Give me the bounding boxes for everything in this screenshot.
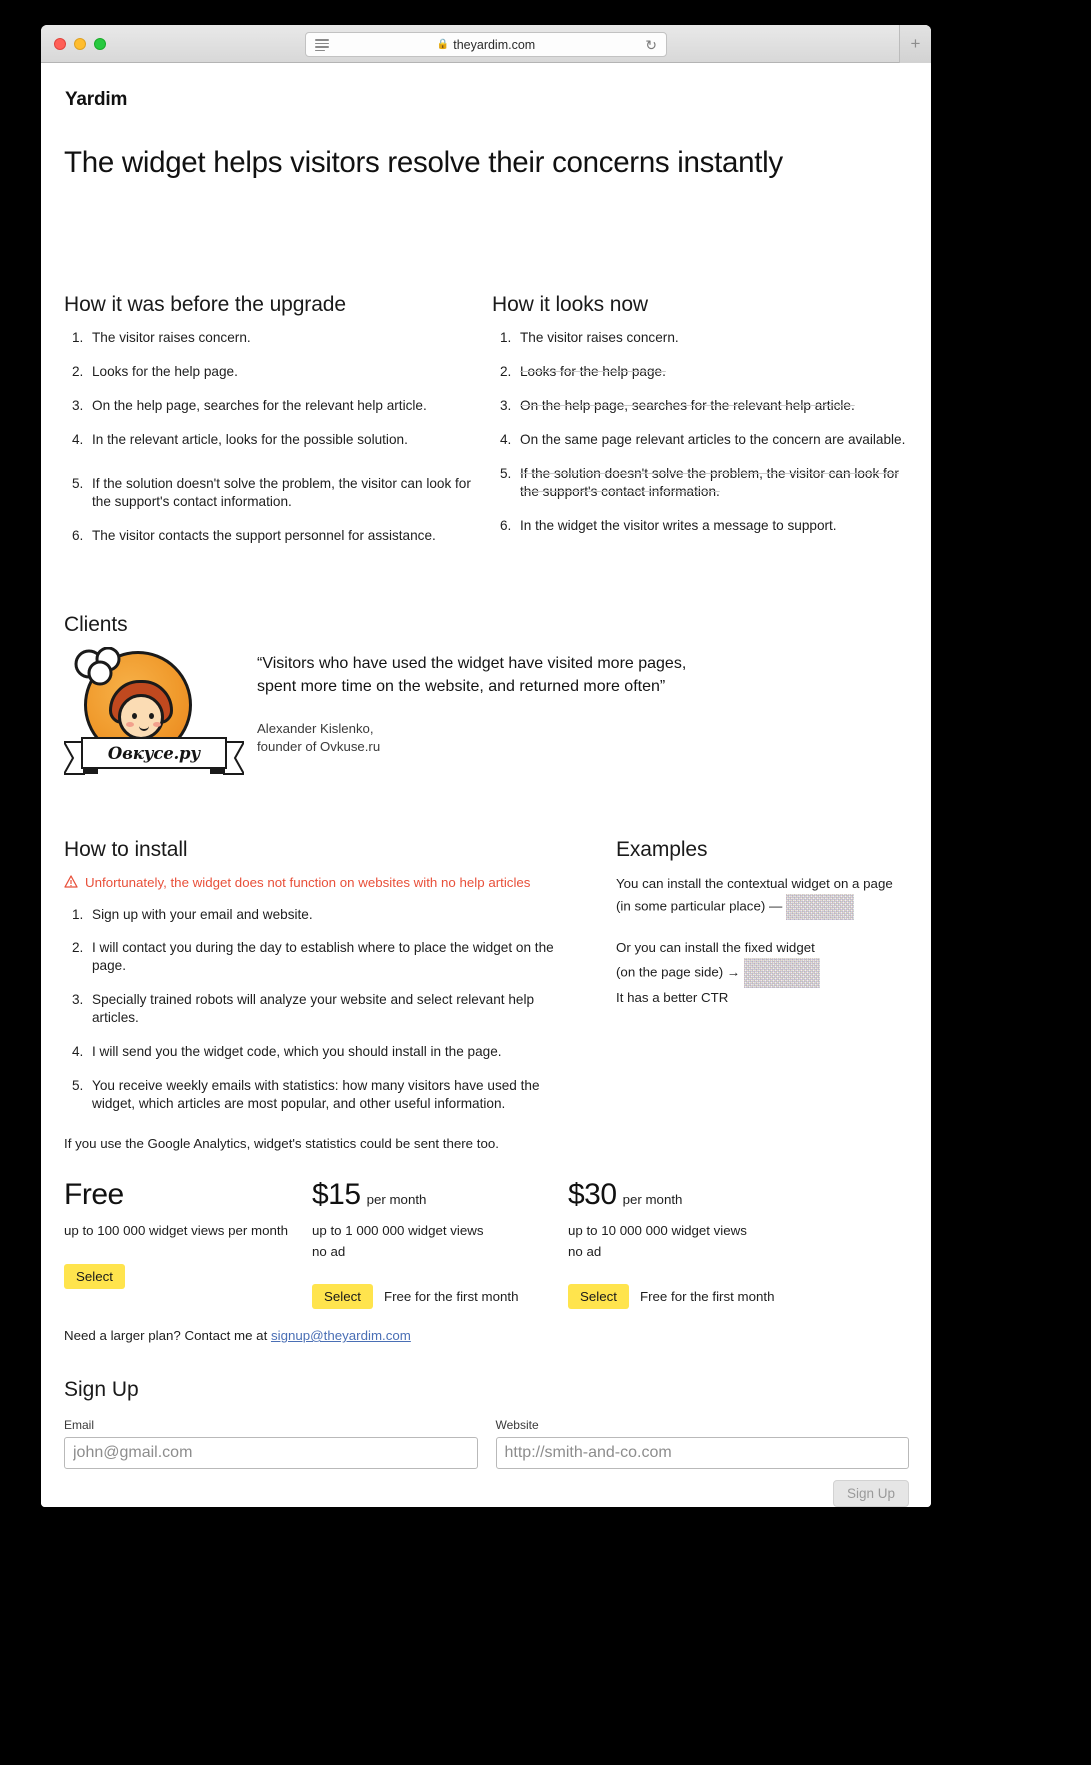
list-item-text: I will send you the widget code, which you should install in the page. [92,1044,502,1060]
examples-contextual-line2: (in some particular place) — [616,898,783,914]
testimonial-attribution [257,720,717,755]
list-item-number: 5. [72,1078,84,1094]
client-logo [64,651,257,791]
list-item-text: If the solution doesn't solve the problem, the visitor can look for the support's contact information. [92,475,471,509]
list-item-text: Looks for the help page. [520,363,666,379]
list-item-text: The visitor raises concern. [92,330,251,345]
pricing-plan-free [64,1178,312,1309]
before-column [64,293,492,561]
list-item-number: 5. [500,465,512,481]
pricing-section [64,1178,909,1309]
install-heading: How to install [64,838,188,861]
signup-submit-button[interactable]: Sign Up [833,1480,909,1507]
list-item-number: 2. [72,940,84,956]
fixed-widget-thumbnail [744,958,820,988]
website-label: Website [495,1418,539,1432]
email-input[interactable] [64,1437,478,1469]
cheek-left-shape [126,722,134,727]
reader-view-icon[interactable] [315,39,329,51]
plan-desc-line2: no ad [568,1243,602,1259]
eye-left-icon [132,713,137,719]
plan-price: $15 [312,1178,361,1211]
larger-plan-contact [64,1328,411,1343]
install-section [64,838,584,1153]
logo-ribbon-text: Овкусе.ру [107,744,201,763]
examples-item-contextual [616,874,931,920]
warning-triangle-icon [64,875,78,888]
list-item-text: On the help page, searches for the relevant help article. [92,397,427,413]
list-item-text: Sign up with your email and website. [92,906,313,922]
after-steps-list [492,329,909,535]
list-item [492,465,909,501]
attribution-name: Alexander Kislenko, [257,721,374,737]
contact-prefix-text: Need a larger plan? Contact me at [64,1328,271,1343]
signup-section [64,1378,909,1507]
list-item-number: 3. [72,992,84,1008]
list-item [64,527,492,545]
browser-titlebar [41,25,931,63]
list-item-text: Specially trained robots will analyze your website and select relevant help articles. [92,992,535,1026]
list-item-text: On the same page relevant articles to the concern are available. [520,431,906,447]
email-label: Email [64,1418,95,1432]
plan-description [64,1221,312,1242]
pricing-plan-30 [568,1178,824,1309]
chef-hat-icon [72,647,130,687]
examples-section [616,838,931,1026]
plan-desc-line1: up to 10 000 000 widget views [568,1223,747,1238]
comparison-section [64,293,909,561]
list-item-number: 4. [72,1044,84,1060]
page-title: The widget helps visitors resolve their concerns instantly [64,146,783,179]
list-item-text: I will contact you during the day to establish where to place the widget on the page. [92,940,554,974]
plan-period: per month [366,1192,427,1207]
list-item-number: 1. [72,906,84,922]
list-item [64,1077,584,1113]
after-column [492,293,909,561]
list-item-number: 4. [500,431,512,447]
client-testimonial [257,651,717,791]
window-controls[interactable] [54,38,106,50]
website-input[interactable] [496,1437,910,1469]
eye-right-icon [149,713,154,719]
plan-period: per month [622,1192,683,1207]
after-heading: How it looks now [492,293,648,316]
clients-heading: Clients [64,613,128,636]
plan-price: $30 [568,1178,617,1211]
contact-email-link[interactable]: signup@theyardim.com [270,1328,411,1343]
before-steps-list [64,329,492,545]
list-item-text: In the relevant article, looks for the possible solution. [92,431,408,447]
address-bar-text [306,38,666,52]
list-item [64,991,584,1027]
list-item-text: In the widget the visitor writes a message to support. [520,517,837,533]
list-item-text: On the help page, searches for the relevant help article. [520,397,855,413]
list-item [492,329,909,347]
list-item [64,1043,584,1061]
signup-heading: Sign Up [64,1378,139,1401]
reload-icon[interactable]: ↻ [645,37,657,53]
website-field-group [496,1418,910,1469]
clients-section [64,613,909,791]
select-plan-free-button[interactable]: Select [64,1264,125,1289]
list-item-text: The visitor raises concern. [520,330,679,345]
select-plan-15-button[interactable]: Select [312,1284,373,1309]
examples-fixed-line3: It has a better CTR [616,989,729,1005]
lock-icon: 🔒 [436,39,450,50]
plan-desc-line1: up to 1 000 000 widget views [312,1223,484,1238]
page-content [41,63,931,1507]
plan-price: Free [64,1178,124,1211]
plan-note: Free for the first month [639,1289,775,1305]
list-item-number: 4. [72,431,84,447]
list-item [64,431,492,449]
plan-desc-line1: up to 100 000 widget views per month [64,1223,288,1238]
list-item-number: 1. [500,330,512,345]
list-item [64,939,584,975]
email-field-group [64,1418,478,1469]
list-item-number: 3. [72,397,84,413]
attribution-role: founder of Ovkuse.ru [257,738,381,754]
list-item [492,363,909,381]
select-plan-30-button[interactable]: Select [568,1284,629,1309]
url-text: theyardim.com [453,37,536,52]
mouth-shape [139,724,149,731]
face-shape [118,694,164,740]
examples-contextual-line1: You can install the contextual widget on a page [616,876,893,891]
list-item [492,431,909,449]
list-item-text: You receive weekly emails with statistics: how many visitors have used the widget, which articles are most popular, and other useful information. [92,1078,540,1112]
list-item-text: The visitor contacts the support personnel for assistance. [92,527,436,543]
install-warning [64,874,584,892]
cheek-right-shape [153,722,161,727]
maximize-window-button[interactable] [94,38,106,50]
list-item [64,397,492,415]
testimonial-quote: “Visitors who have used the widget have visited more pages, spent more time on the website, and returned more often” [257,655,687,695]
plan-desc-line2: no ad [312,1243,346,1259]
list-item [64,475,492,511]
list-item-text: Looks for the help page. [92,363,238,379]
new-tab-button[interactable]: + [899,25,931,63]
list-item-number: 6. [72,527,84,543]
install-warning-text: Unfortunately, the widget does not function on websites with no help articles [85,875,531,890]
close-window-button[interactable] [54,38,66,50]
minimize-window-button[interactable] [74,38,86,50]
list-item-text: If the solution doesn't solve the problem, the visitor can look for the support's contact information. [520,465,899,499]
examples-item-fixed [616,938,931,1008]
before-heading: How it was before the upgrade [64,293,346,316]
pricing-plan-15 [312,1178,568,1309]
list-item-number: 1. [72,330,84,345]
list-item [64,906,584,924]
list-item-number: 5. [72,475,84,491]
examples-fixed-line2: (on the page side) → [616,964,741,980]
plan-description [568,1221,824,1262]
examples-fixed-line1: Or you can install the fixed widget [616,939,815,955]
list-item-number: 3. [500,397,512,413]
list-item [64,329,492,347]
install-footnote: If you use the Google Analytics, widget's statistics could be sent there too. [64,1136,499,1152]
install-steps-list [64,906,584,1114]
list-item-number: 2. [500,363,512,379]
list-item [492,397,909,415]
address-bar[interactable] [305,32,667,57]
contextual-widget-thumbnail [786,894,854,920]
browser-window [41,25,931,1507]
list-item-number: 6. [500,517,512,533]
site-brand: Yardim [65,89,128,110]
list-item [64,363,492,381]
plan-description [312,1221,568,1262]
plan-note: Free for the first month [383,1289,519,1305]
list-item-number: 2. [72,363,84,379]
list-item [492,517,909,535]
examples-heading: Examples [616,838,708,861]
